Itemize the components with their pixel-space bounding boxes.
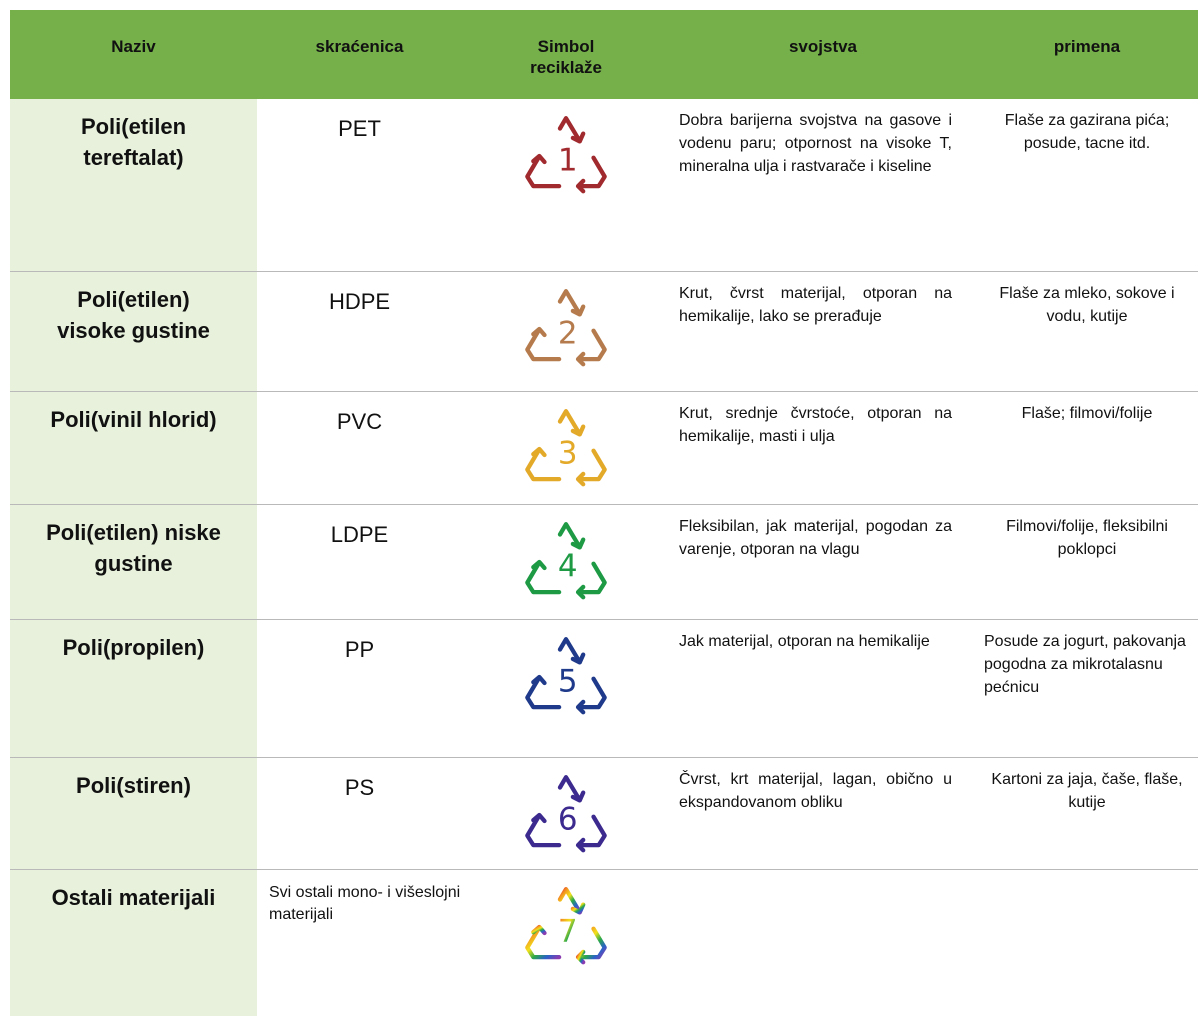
header-simbol bbox=[462, 10, 670, 99]
application: Filmovi/folije, fleksibilni poklopci bbox=[976, 504, 1198, 619]
application: Flaše za mleko, sokove i vodu, kutije bbox=[976, 271, 1198, 391]
recycle-number: 4 bbox=[557, 548, 578, 585]
recycle-number: 7 bbox=[557, 913, 578, 950]
application: Flaše za gazirana pića; posude, tacne itd. bbox=[976, 99, 1198, 271]
material-name bbox=[10, 869, 257, 1016]
properties: Jak materijal, otporan na hemikalije bbox=[670, 619, 976, 757]
properties: Krut, srednje čvrstoće, otporan na hemikalije, masti i ulja bbox=[670, 391, 976, 504]
table-row bbox=[10, 869, 1198, 1016]
recycle-symbol-icon bbox=[523, 405, 609, 487]
material-name-line2: visoke gustine bbox=[57, 317, 210, 343]
recycle-symbol-cell bbox=[462, 757, 670, 869]
header-skracenica: skraćenica bbox=[257, 10, 462, 99]
recycle-symbol-cell bbox=[462, 504, 670, 619]
abbreviation: Svi ostali mono- i višeslojni materijali bbox=[269, 883, 461, 923]
abbreviation: HDPE bbox=[257, 271, 462, 391]
header-simbol-line1: Simbol bbox=[537, 37, 595, 56]
material-name-line2: gustine bbox=[94, 550, 173, 576]
table-row bbox=[10, 271, 1198, 391]
properties: Čvrst, krt materijal, lagan, obično u ekspandovanom obliku bbox=[670, 757, 976, 869]
material-name bbox=[10, 99, 257, 271]
properties: Dobra barijerna svojstva na gasove i vodenu paru; otpornost na visoke T, mineralna ulja i rastvarače i kiseline bbox=[670, 99, 976, 271]
recycle-number: 2 bbox=[557, 315, 578, 352]
abbreviation: PET bbox=[257, 99, 462, 271]
material-name bbox=[10, 391, 257, 504]
recycle-symbol-icon bbox=[523, 771, 609, 853]
material-name bbox=[10, 271, 257, 391]
material-name-line1: Poli(etilen) niske bbox=[46, 519, 221, 545]
properties: Fleksibilan, jak materijal, pogodan za varenje, otporan na vlagu bbox=[670, 504, 976, 619]
recycle-symbol-icon bbox=[523, 112, 609, 194]
header-simbol-line2: reciklaže bbox=[530, 58, 602, 77]
recycle-symbol-icon bbox=[523, 518, 609, 600]
table-row bbox=[10, 391, 1198, 504]
abbreviation: PS bbox=[257, 757, 462, 869]
recycle-number: 1 bbox=[557, 142, 578, 179]
material-name-line1: Poli(stiren) bbox=[76, 772, 191, 798]
abbreviation: LDPE bbox=[257, 504, 462, 619]
recycle-symbol-icon bbox=[523, 883, 609, 965]
header-svojstva: svojstva bbox=[670, 10, 976, 99]
application: Flaše; filmovi/folije bbox=[976, 391, 1198, 504]
material-name bbox=[10, 504, 257, 619]
table-row bbox=[10, 619, 1198, 757]
material-name-line1: Poli(vinil hlorid) bbox=[50, 406, 217, 432]
table-row bbox=[10, 504, 1198, 619]
abbreviation: PP bbox=[257, 619, 462, 757]
header-primena: primena bbox=[976, 10, 1198, 99]
material-name-line2: tereftalat) bbox=[83, 145, 184, 170]
material-name-line1: Poli(etilen bbox=[80, 114, 187, 139]
plastics-table bbox=[10, 10, 1198, 1016]
recycle-symbol-cell bbox=[462, 99, 670, 271]
material-name bbox=[10, 619, 257, 757]
header-naziv: Naziv bbox=[10, 10, 257, 99]
table-row bbox=[10, 99, 1198, 271]
properties bbox=[670, 869, 976, 1016]
recycle-symbol-cell bbox=[462, 869, 670, 1016]
abbreviation: PVC bbox=[257, 391, 462, 504]
properties: Krut, čvrst materijal, otporan na hemikalije, lako se prerađuje bbox=[670, 271, 976, 391]
table-row bbox=[10, 757, 1198, 869]
recycle-number: 6 bbox=[557, 801, 578, 838]
application: Posude za jogurt, pakovanja pogodna za mikrotalasnu pećnicu bbox=[976, 619, 1198, 757]
header-row bbox=[10, 10, 1198, 99]
recycle-symbol-cell bbox=[462, 271, 670, 391]
recycle-symbol-icon bbox=[523, 285, 609, 367]
recycle-symbol-icon bbox=[523, 633, 609, 715]
material-name-line1: Poli(propilen) bbox=[62, 634, 205, 660]
recycle-number: 3 bbox=[557, 435, 578, 472]
material-name bbox=[10, 757, 257, 869]
material-name-line1: Ostali materijali bbox=[51, 884, 216, 910]
application bbox=[976, 869, 1198, 1016]
recycle-number: 5 bbox=[557, 663, 578, 700]
material-name-line1: Poli(etilen) bbox=[77, 286, 190, 312]
recycle-symbol-cell bbox=[462, 619, 670, 757]
application: Kartoni za jaja, čaše, flaše, kutije bbox=[976, 757, 1198, 869]
recycle-symbol-cell bbox=[462, 391, 670, 504]
